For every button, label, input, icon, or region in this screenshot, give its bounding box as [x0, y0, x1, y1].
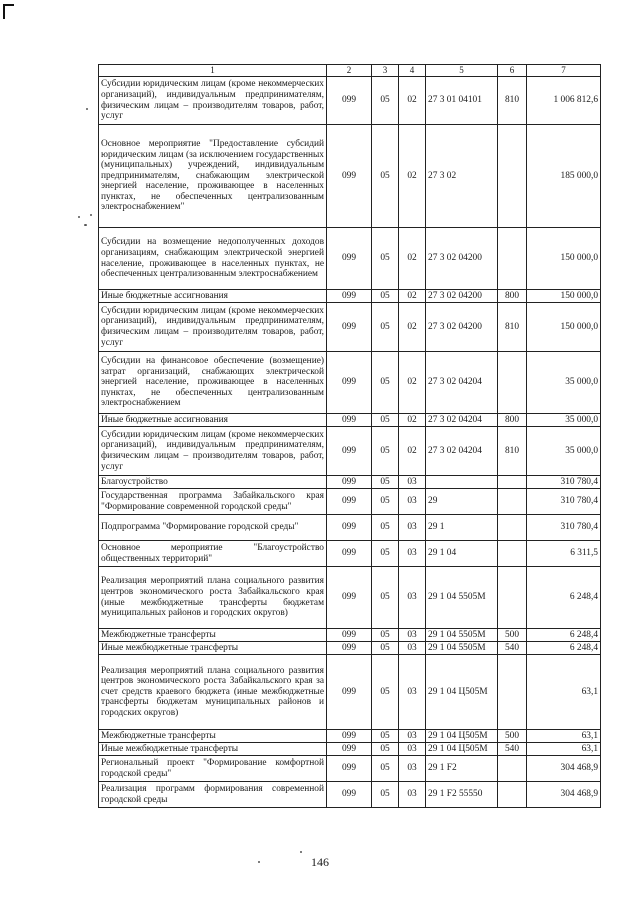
grbs-code: 099 [327, 782, 372, 808]
section-code: 05 [372, 730, 399, 743]
subsection-code: 02 [399, 125, 426, 228]
expense-type-code [498, 476, 527, 489]
amount: 304 468,9 [527, 756, 601, 782]
table-row [99, 352, 601, 414]
grbs-code: 099 [327, 756, 372, 782]
grbs-code: 099 [327, 125, 372, 228]
subsection-code: 03 [399, 515, 426, 541]
subsection-code: 03 [399, 655, 426, 730]
target-article-code [426, 476, 498, 489]
section-code: 05 [372, 541, 399, 567]
section-code: 05 [372, 655, 399, 730]
expense-type-code [498, 228, 527, 290]
grbs-code: 099 [327, 629, 372, 642]
grbs-code: 099 [327, 414, 372, 427]
grbs-code: 099 [327, 642, 372, 655]
row-name: Основное мероприятие "Предоставление субсидий юридическим лицам (за исключением государственных (муниципальных) учреждений, индивидуальным предпринимателям, снабжающим электрической энергией население, проживающее в населенных пунктах, не обеспеченных централизованным электроснабжением" [99, 125, 327, 228]
row-name: Реализация мероприятий плана социального развития центров экономического роста Забайкальского края за счет средств краевого бюджета (иные межбюджетные трансферты бюджетам муниципальных районов и городских округов) [99, 655, 327, 730]
subsection-code: 02 [399, 77, 426, 125]
expense-type-code: 810 [498, 303, 527, 352]
subsection-code: 03 [399, 476, 426, 489]
row-name: Реализация мероприятий плана социального развития центров экономического роста Забайкальского края (иные межбюджетные трансферты бюджетам муниципальных районов и городских округов) [99, 567, 327, 629]
subsection-code: 03 [399, 730, 426, 743]
section-code: 05 [372, 290, 399, 303]
row-name: Иные межбюджетные трансферты [99, 743, 327, 756]
subsection-code: 02 [399, 290, 426, 303]
row-name: Основное мероприятие "Благоустройство общественных территорий" [99, 541, 327, 567]
subsection-code: 03 [399, 642, 426, 655]
row-name: Государственная программа Забайкальского края "Формирование современной городской среды" [99, 489, 327, 515]
expense-type-code: 810 [498, 77, 527, 125]
table-body [99, 65, 601, 808]
table-row [99, 476, 601, 489]
grbs-code: 099 [327, 303, 372, 352]
expense-type-code: 800 [498, 414, 527, 427]
table-row [99, 642, 601, 655]
table-row [99, 489, 601, 515]
grbs-code: 099 [327, 515, 372, 541]
row-name: Реализация программ формирования современной городской среды [99, 782, 327, 808]
grbs-code: 099 [327, 476, 372, 489]
table-row [99, 414, 601, 427]
subsection-code: 02 [399, 352, 426, 414]
expense-type-code: 800 [498, 290, 527, 303]
row-name: Иные бюджетные ассигнования [99, 414, 327, 427]
grbs-code: 099 [327, 730, 372, 743]
amount: 310 780,4 [527, 489, 601, 515]
table-row [99, 629, 601, 642]
table-row [99, 228, 601, 290]
subsection-code: 03 [399, 756, 426, 782]
section-code: 05 [372, 782, 399, 808]
header-col-5: 5 [426, 65, 498, 77]
table-row [99, 782, 601, 808]
target-article-code: 29 1 04 5505M [426, 642, 498, 655]
table-row [99, 730, 601, 743]
target-article-code: 29 1 04 5505M [426, 629, 498, 642]
amount: 63,1 [527, 743, 601, 756]
target-article-code: 29 [426, 489, 498, 515]
expense-type-code: 500 [498, 629, 527, 642]
section-code: 05 [372, 629, 399, 642]
header-col-2: 2 [327, 65, 372, 77]
row-name: Субсидии юридическим лицам (кроме некоммерческих организаций), индивидуальным предпринимателям, физическим лицам – производителям товаров, работ, услуг [99, 303, 327, 352]
table-row [99, 125, 601, 228]
table-row [99, 515, 601, 541]
grbs-code: 099 [327, 290, 372, 303]
row-name: Субсидии на финансовое обеспечение (возмещение) затрат организаций, снабжающих электрической энергией население, проживающее в населенных пунктах, не обеспеченных централизованным электроснабжением [99, 352, 327, 414]
amount: 310 780,4 [527, 515, 601, 541]
table-row [99, 303, 601, 352]
table-row [99, 290, 601, 303]
target-article-code: 29 1 04 Ц505M [426, 655, 498, 730]
section-code: 05 [372, 303, 399, 352]
target-article-code: 29 1 F2 [426, 756, 498, 782]
subsection-code: 03 [399, 629, 426, 642]
target-article-code: 27 3 02 04204 [426, 427, 498, 476]
amount: 6 311,5 [527, 541, 601, 567]
subsection-code: 03 [399, 567, 426, 629]
section-code: 05 [372, 756, 399, 782]
amount: 150 000,0 [527, 303, 601, 352]
subsection-code: 03 [399, 489, 426, 515]
header-col-4: 4 [399, 65, 426, 77]
row-name: Иные межбюджетные трансферты [99, 642, 327, 655]
expense-type-code: 540 [498, 642, 527, 655]
grbs-code: 099 [327, 489, 372, 515]
row-name: Подпрограмма "Формирование городской среды" [99, 515, 327, 541]
expense-type-code [498, 655, 527, 730]
subsection-code: 02 [399, 228, 426, 290]
amount: 150 000,0 [527, 290, 601, 303]
target-article-code: 27 3 01 04101 [426, 77, 498, 125]
amount: 35 000,0 [527, 414, 601, 427]
section-code: 05 [372, 77, 399, 125]
expense-type-code [498, 515, 527, 541]
row-name: Благоустройство [99, 476, 327, 489]
row-name: Региональный проект "Формирование комфортной городской среды" [99, 756, 327, 782]
table-row [99, 655, 601, 730]
section-code: 05 [372, 567, 399, 629]
target-article-code: 27 3 02 04204 [426, 352, 498, 414]
subsection-code: 02 [399, 427, 426, 476]
expense-type-code: 500 [498, 730, 527, 743]
expense-type-code [498, 541, 527, 567]
section-code: 05 [372, 489, 399, 515]
amount: 35 000,0 [527, 352, 601, 414]
amount: 35 000,0 [527, 427, 601, 476]
header-col-1: 1 [99, 65, 327, 77]
amount: 63,1 [527, 655, 601, 730]
subsection-code: 03 [399, 541, 426, 567]
amount: 310 780,4 [527, 476, 601, 489]
section-code: 05 [372, 642, 399, 655]
amount: 6 248,4 [527, 642, 601, 655]
row-name: Субсидии юридическим лицам (кроме некоммерческих организаций), индивидуальным предпринимателям, физическим лицам – производителям товаров, работ, услуг [99, 77, 327, 125]
section-code: 05 [372, 228, 399, 290]
header-col-3: 3 [372, 65, 399, 77]
row-name: Межбюджетные трансферты [99, 629, 327, 642]
amount: 1 006 812,6 [527, 77, 601, 125]
target-article-code: 29 1 04 5505M [426, 567, 498, 629]
target-article-code: 29 1 04 Ц505M [426, 730, 498, 743]
grbs-code: 099 [327, 427, 372, 476]
target-article-code: 27 3 02 04200 [426, 228, 498, 290]
expense-type-code [498, 756, 527, 782]
amount: 6 248,4 [527, 567, 601, 629]
target-article-code: 27 3 02 04200 [426, 303, 498, 352]
expense-type-code: 540 [498, 743, 527, 756]
section-code: 05 [372, 427, 399, 476]
table-row [99, 567, 601, 629]
budget-table [98, 64, 601, 808]
section-code: 05 [372, 743, 399, 756]
expense-type-code [498, 567, 527, 629]
table-row [99, 77, 601, 125]
grbs-code: 099 [327, 567, 372, 629]
section-code: 05 [372, 352, 399, 414]
table-row [99, 541, 601, 567]
amount: 6 248,4 [527, 629, 601, 642]
expense-type-code [498, 782, 527, 808]
target-article-code: 29 1 F2 55550 [426, 782, 498, 808]
section-code: 05 [372, 414, 399, 427]
target-article-code: 27 3 02 04204 [426, 414, 498, 427]
row-name: Субсидии на возмещение недополученных доходов организациям, снабжающим электрической энергией население, проживающее в населенных пунктах, не обеспеченных централизованным электроснабжением [99, 228, 327, 290]
section-code: 05 [372, 515, 399, 541]
target-article-code: 29 1 04 [426, 541, 498, 567]
subsection-code: 02 [399, 303, 426, 352]
amount: 63,1 [527, 730, 601, 743]
grbs-code: 099 [327, 541, 372, 567]
corner-crop-mark [3, 4, 14, 19]
subsection-code: 03 [399, 743, 426, 756]
section-code: 05 [372, 476, 399, 489]
grbs-code: 099 [327, 77, 372, 125]
target-article-code: 29 1 04 Ц505M [426, 743, 498, 756]
grbs-code: 099 [327, 352, 372, 414]
target-article-code: 29 1 [426, 515, 498, 541]
amount: 150 000,0 [527, 228, 601, 290]
amount: 185 000,0 [527, 125, 601, 228]
section-code: 05 [372, 125, 399, 228]
grbs-code: 099 [327, 228, 372, 290]
page-number: 146 [311, 855, 329, 869]
table-row [99, 743, 601, 756]
header-col-7: 7 [527, 65, 601, 77]
subsection-code: 03 [399, 782, 426, 808]
row-name: Иные бюджетные ассигнования [99, 290, 327, 303]
expense-type-code [498, 489, 527, 515]
row-name: Межбюджетные трансферты [99, 730, 327, 743]
table-row [99, 427, 601, 476]
header-col-6: 6 [498, 65, 527, 77]
grbs-code: 099 [327, 655, 372, 730]
row-name: Субсидии юридическим лицам (кроме некоммерческих организаций), индивидуальным предпринимателям, физическим лицам – производителям товаров, работ, услуг [99, 427, 327, 476]
target-article-code: 27 3 02 04200 [426, 290, 498, 303]
table-row [99, 756, 601, 782]
expense-type-code [498, 125, 527, 228]
subsection-code: 02 [399, 414, 426, 427]
table-header-row [99, 65, 601, 77]
expense-type-code: 810 [498, 427, 527, 476]
amount: 304 468,9 [527, 782, 601, 808]
grbs-code: 099 [327, 743, 372, 756]
expense-type-code [498, 352, 527, 414]
target-article-code: 27 3 02 [426, 125, 498, 228]
